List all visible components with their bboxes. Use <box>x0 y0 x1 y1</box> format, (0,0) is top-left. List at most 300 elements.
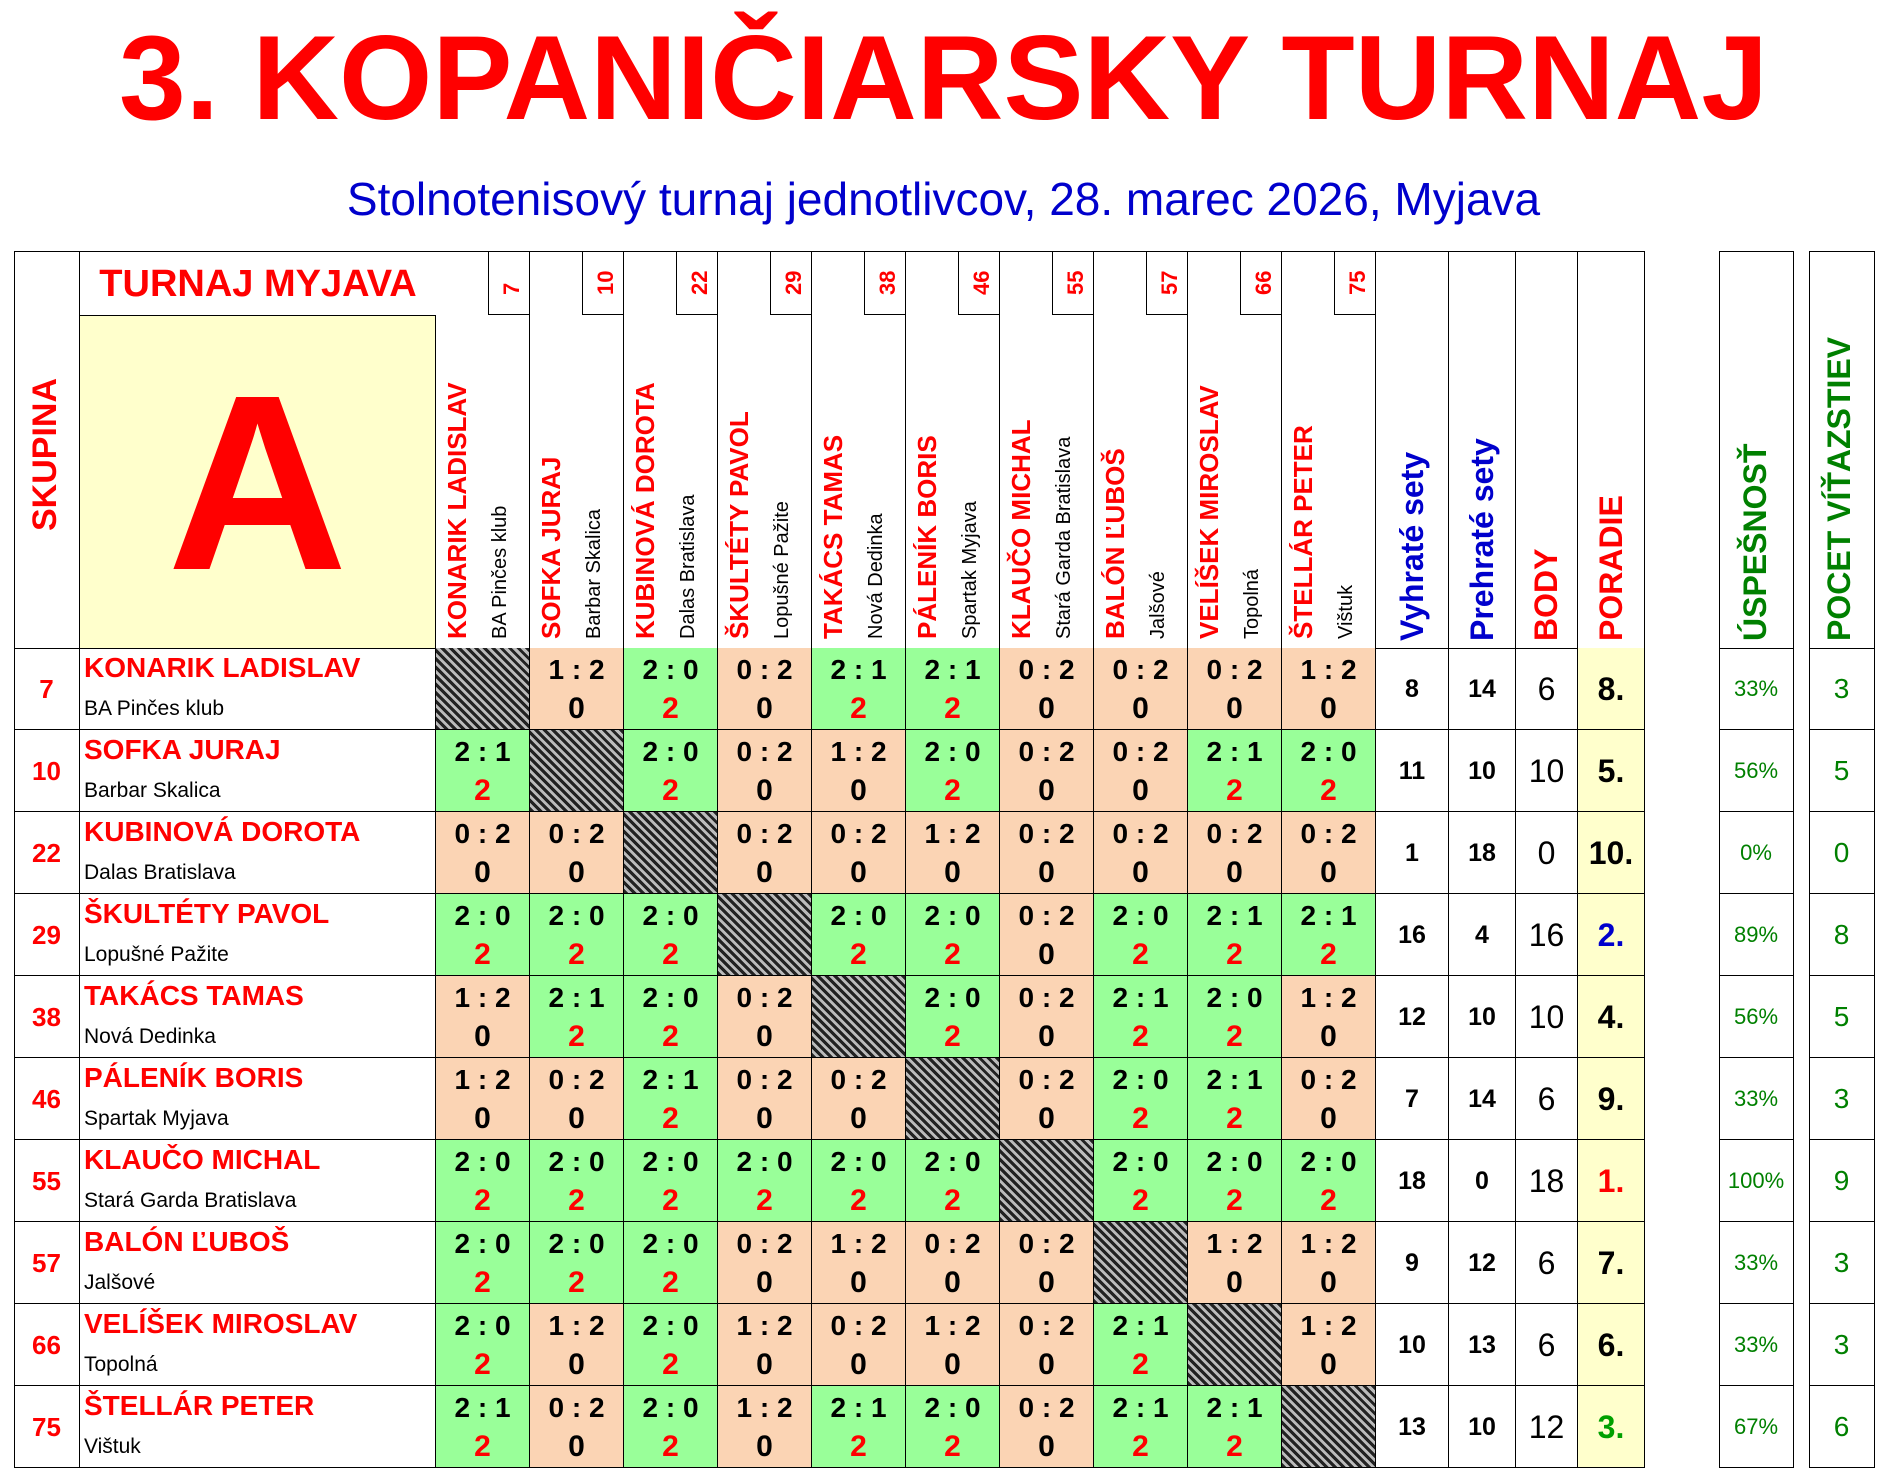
match-points: 0 <box>1038 1102 1055 1135</box>
match-points: 0 <box>944 1348 961 1381</box>
header-body <box>1516 251 1578 648</box>
match-cell <box>1282 1304 1376 1386</box>
column-player-club: Spartak Myjava <box>959 501 981 639</box>
match-points: 2 <box>568 938 585 971</box>
match-cell <box>812 730 906 812</box>
match-points: 0 <box>756 1348 773 1381</box>
header-vyhrate <box>1376 251 1449 648</box>
match-cell <box>1188 648 1282 730</box>
match-cell <box>906 812 1000 894</box>
match-cell <box>1282 648 1376 730</box>
self-match-cell <box>624 812 718 894</box>
match-cell <box>812 1058 906 1140</box>
header-body-label: BODY <box>1528 548 1564 641</box>
self-match-cell <box>1282 1386 1376 1468</box>
stat-prehrate: 12 <box>1449 1222 1516 1304</box>
match-points: 2 <box>662 1184 679 1217</box>
column-player-club: Dalas Bratislava <box>677 494 699 639</box>
skupina-header <box>14 251 80 648</box>
match-cell <box>1094 1058 1188 1140</box>
player-club: Vištuk <box>84 1435 141 1458</box>
column-player-club: Jalšové <box>1147 571 1169 639</box>
match-points: 0 <box>756 692 773 725</box>
column-number: 57 <box>1157 270 1182 295</box>
match-cell <box>1000 1304 1094 1386</box>
match-cell <box>1094 730 1188 812</box>
table-row <box>0 730 1887 812</box>
match-points: 0 <box>1320 856 1337 889</box>
header-prehrate <box>1449 251 1516 648</box>
success-rate: 33% <box>1719 1304 1794 1386</box>
stat-prehrate: 10 <box>1449 730 1516 812</box>
match-cell <box>1282 1222 1376 1304</box>
player-club: Dalas Bratislava <box>84 861 236 884</box>
match-cell <box>1000 1222 1094 1304</box>
stat-prehrate: 18 <box>1449 812 1516 894</box>
match-points: 0 <box>1038 1020 1055 1053</box>
match-points: 2 <box>474 1266 491 1299</box>
header-prehrate-label: Prehraté sety <box>1464 438 1500 641</box>
match-cell <box>718 1140 812 1222</box>
match-score: 0 : 2 <box>1112 736 1169 767</box>
match-score: 2 : 0 <box>642 654 699 685</box>
match-cell <box>1188 812 1282 894</box>
match-score: 2 : 1 <box>1112 1392 1169 1423</box>
match-points: 0 <box>1226 1266 1243 1299</box>
stat-poradie: 5. <box>1578 730 1645 812</box>
column-player-club: Nová Dedinka <box>865 513 887 639</box>
match-points: 2 <box>1226 1102 1243 1135</box>
match-points: 0 <box>1038 1348 1055 1381</box>
match-points: 2 <box>1226 1430 1243 1463</box>
self-match-cell <box>436 648 530 730</box>
match-cell <box>906 1386 1000 1468</box>
match-points: 0 <box>568 1430 585 1463</box>
match-score: 2 : 0 <box>642 1392 699 1423</box>
column-number-box <box>488 251 530 315</box>
table-row <box>0 1386 1887 1468</box>
match-points: 2 <box>850 1430 867 1463</box>
match-score: 0 : 2 <box>1300 818 1357 849</box>
match-score: 1 : 2 <box>736 1310 793 1341</box>
stat-vyhrate: 9 <box>1376 1222 1449 1304</box>
match-score: 0 : 2 <box>1112 818 1169 849</box>
group-letter-box: A <box>80 315 436 648</box>
match-score: 2 : 0 <box>1206 1146 1263 1177</box>
match-cell <box>436 1140 530 1222</box>
match-points: 2 <box>662 1348 679 1381</box>
match-cell <box>436 1058 530 1140</box>
player-cell <box>80 730 436 812</box>
match-score: 2 : 1 <box>830 1392 887 1423</box>
stat-vyhrate: 1 <box>1376 812 1449 894</box>
match-cell <box>1188 1222 1282 1304</box>
match-points: 0 <box>850 856 867 889</box>
match-points: 2 <box>568 1266 585 1299</box>
match-cell <box>718 976 812 1058</box>
match-score: 0 : 2 <box>454 818 511 849</box>
match-score: 1 : 2 <box>1300 1228 1357 1259</box>
column-number-box <box>676 251 718 315</box>
match-cell <box>1188 1058 1282 1140</box>
match-points: 2 <box>662 938 679 971</box>
win-count: 3 <box>1809 1222 1875 1304</box>
match-points: 0 <box>1038 938 1055 971</box>
match-score: 0 : 2 <box>1018 654 1075 685</box>
player-club: Spartak Myjava <box>84 1107 229 1130</box>
player-cell <box>80 1304 436 1386</box>
match-cell <box>624 730 718 812</box>
stat-prehrate: 10 <box>1449 976 1516 1058</box>
success-rate: 56% <box>1719 976 1794 1058</box>
match-cell <box>530 1140 624 1222</box>
table-row <box>0 1222 1887 1304</box>
stat-vyhrate: 10 <box>1376 1304 1449 1386</box>
stat-poradie: 4. <box>1578 976 1645 1058</box>
match-score: 2 : 0 <box>642 1310 699 1341</box>
player-number: 57 <box>14 1222 80 1304</box>
player-cell <box>80 1140 436 1222</box>
stat-body: 6 <box>1516 1222 1578 1304</box>
column-header-10 <box>530 251 624 648</box>
match-cell <box>530 1386 624 1468</box>
page-subtitle: Stolnotenisový turnaj jednotlivcov, 28. marec 2026, Myjava <box>346 173 1541 225</box>
match-score: 0 : 2 <box>548 1064 605 1095</box>
match-score: 0 : 2 <box>736 654 793 685</box>
match-score: 2 : 0 <box>1206 982 1263 1013</box>
player-name: KONARIK LADISLAV <box>84 652 361 683</box>
match-cell <box>1000 894 1094 976</box>
match-points: 2 <box>662 1430 679 1463</box>
success-rate: 33% <box>1719 648 1794 730</box>
match-points: 0 <box>756 1020 773 1053</box>
match-score: 2 : 0 <box>1112 1146 1169 1177</box>
column-player-name: ŠTELLÁR PETER <box>1288 425 1318 639</box>
match-score: 1 : 2 <box>1300 1310 1357 1341</box>
match-cell <box>718 1304 812 1386</box>
table-row <box>0 812 1887 894</box>
match-points: 0 <box>474 1020 491 1053</box>
match-points: 0 <box>474 856 491 889</box>
column-player-name: BALÓN ĽUBOŠ <box>1100 448 1130 639</box>
match-cell <box>436 1222 530 1304</box>
win-count: 3 <box>1809 1058 1875 1140</box>
stat-vyhrate: 8 <box>1376 648 1449 730</box>
self-match-cell <box>1094 1222 1188 1304</box>
match-cell <box>718 812 812 894</box>
match-points: 2 <box>474 1430 491 1463</box>
match-cell <box>1094 1140 1188 1222</box>
match-score: 0 : 2 <box>1018 818 1075 849</box>
match-score: 1 : 2 <box>924 1310 981 1341</box>
column-player-name: PÁLENÍK BORIS <box>912 435 942 639</box>
match-points: 0 <box>1226 692 1243 725</box>
column-number-box <box>1052 251 1094 315</box>
win-count: 5 <box>1809 730 1875 812</box>
table-row <box>0 1140 1887 1222</box>
match-score: 0 : 2 <box>1018 736 1075 767</box>
stat-vyhrate: 12 <box>1376 976 1449 1058</box>
stat-prehrate: 13 <box>1449 1304 1516 1386</box>
stat-prehrate: 0 <box>1449 1140 1516 1222</box>
match-cell <box>906 1140 1000 1222</box>
stat-body: 12 <box>1516 1386 1578 1468</box>
match-cell <box>1282 976 1376 1058</box>
match-cell <box>624 1386 718 1468</box>
match-cell <box>624 894 718 976</box>
match-score: 2 : 0 <box>454 1228 511 1259</box>
match-cell <box>812 812 906 894</box>
win-count: 8 <box>1809 894 1875 976</box>
match-cell <box>1000 812 1094 894</box>
match-score: 2 : 0 <box>642 982 699 1013</box>
column-number-box <box>582 251 624 315</box>
header-vyhrate-label: Vyhraté sety <box>1394 451 1430 641</box>
match-cell <box>906 894 1000 976</box>
match-cell <box>1000 976 1094 1058</box>
match-cell <box>718 1058 812 1140</box>
column-header-55 <box>1000 251 1094 648</box>
match-cell <box>1282 1140 1376 1222</box>
match-cell <box>906 648 1000 730</box>
success-rate: 100% <box>1719 1140 1794 1222</box>
match-points: 0 <box>850 1102 867 1135</box>
match-cell <box>530 1058 624 1140</box>
match-cell <box>1282 812 1376 894</box>
column-number: 38 <box>875 270 900 295</box>
column-player-name: VELÍŠEK MIROSLAV <box>1194 385 1224 639</box>
match-points: 2 <box>1132 1102 1149 1135</box>
match-score: 2 : 1 <box>454 1392 511 1423</box>
match-points: 2 <box>1226 774 1243 807</box>
match-cell <box>906 976 1000 1058</box>
match-score: 1 : 2 <box>454 982 511 1013</box>
match-cell <box>530 812 624 894</box>
match-points: 0 <box>850 1348 867 1381</box>
column-player-name: TAKÁCS TAMAS <box>818 434 848 639</box>
match-cell <box>718 1222 812 1304</box>
match-score: 0 : 2 <box>736 982 793 1013</box>
header-pocet-label: POCET VÍŤAZSTIEV <box>1821 336 1857 641</box>
success-rate: 33% <box>1719 1058 1794 1140</box>
match-cell <box>436 730 530 812</box>
column-header-46 <box>906 251 1000 648</box>
column-header-66 <box>1188 251 1282 648</box>
match-points: 2 <box>850 692 867 725</box>
match-score: 0 : 2 <box>1112 654 1169 685</box>
match-points: 0 <box>474 1102 491 1135</box>
match-points: 0 <box>1038 856 1055 889</box>
match-cell <box>1188 730 1282 812</box>
player-number: 66 <box>14 1304 80 1386</box>
match-score: 2 : 0 <box>548 1146 605 1177</box>
match-score: 0 : 2 <box>1018 1064 1075 1095</box>
match-cell <box>1000 648 1094 730</box>
match-points: 2 <box>944 938 961 971</box>
match-score: 0 : 2 <box>736 736 793 767</box>
match-cell <box>1188 1140 1282 1222</box>
match-cell <box>436 1304 530 1386</box>
player-name: BALÓN ĽUBOŠ <box>84 1226 290 1257</box>
match-score: 1 : 2 <box>548 654 605 685</box>
stat-prehrate: 14 <box>1449 1058 1516 1140</box>
match-points: 2 <box>662 1266 679 1299</box>
match-cell <box>718 730 812 812</box>
match-points: 2 <box>474 1348 491 1381</box>
match-points: 2 <box>474 938 491 971</box>
match-score: 0 : 2 <box>1018 1228 1075 1259</box>
match-points: 0 <box>1320 1266 1337 1299</box>
column-number: 46 <box>969 270 994 295</box>
match-score: 2 : 0 <box>1300 736 1357 767</box>
match-cell <box>1000 730 1094 812</box>
match-cell <box>1282 894 1376 976</box>
match-score: 2 : 0 <box>642 1146 699 1177</box>
player-cell <box>80 1222 436 1304</box>
stat-poradie: 7. <box>1578 1222 1645 1304</box>
match-points: 2 <box>1226 1184 1243 1217</box>
stat-body: 10 <box>1516 976 1578 1058</box>
page-title: 3. KOPANIČIARSKY TURNAJ <box>118 11 1769 145</box>
stat-prehrate: 4 <box>1449 894 1516 976</box>
stat-poradie: 1. <box>1578 1140 1645 1222</box>
match-points: 2 <box>756 1184 773 1217</box>
column-player-club: Lopušné Pažite <box>771 501 793 639</box>
match-points: 2 <box>568 1020 585 1053</box>
stat-poradie: 3. <box>1578 1386 1645 1468</box>
match-cell <box>624 1222 718 1304</box>
win-count: 9 <box>1809 1140 1875 1222</box>
stat-body: 16 <box>1516 894 1578 976</box>
column-player-club: Barbar Skalica <box>583 508 605 639</box>
match-points: 0 <box>944 1266 961 1299</box>
match-points: 0 <box>756 856 773 889</box>
match-score: 2 : 0 <box>642 900 699 931</box>
match-cell <box>1094 648 1188 730</box>
match-cell <box>1188 1386 1282 1468</box>
stat-body: 6 <box>1516 648 1578 730</box>
skupina-label: SKUPINA <box>26 377 64 531</box>
success-rate: 89% <box>1719 894 1794 976</box>
match-cell <box>436 812 530 894</box>
match-points: 2 <box>944 774 961 807</box>
player-cell <box>80 894 436 976</box>
player-name: KLAUČO MICHAL <box>84 1144 321 1175</box>
match-cell <box>436 976 530 1058</box>
match-score: 2 : 0 <box>1300 1146 1357 1177</box>
match-cell <box>906 1304 1000 1386</box>
match-points: 0 <box>1320 692 1337 725</box>
match-points: 0 <box>1038 1266 1055 1299</box>
match-score: 0 : 2 <box>736 1064 793 1095</box>
column-number-box <box>958 251 1000 315</box>
match-score: 2 : 0 <box>454 900 511 931</box>
player-name: KUBINOVÁ DOROTA <box>84 816 361 847</box>
match-cell <box>530 1304 624 1386</box>
success-rate: 56% <box>1719 730 1794 812</box>
match-points: 0 <box>568 1348 585 1381</box>
column-header-75 <box>1282 251 1376 648</box>
match-score: 2 : 0 <box>642 1228 699 1259</box>
win-count: 5 <box>1809 976 1875 1058</box>
stat-poradie: 2. <box>1578 894 1645 976</box>
win-count: 6 <box>1809 1386 1875 1468</box>
match-points: 2 <box>1320 774 1337 807</box>
match-score: 1 : 2 <box>830 1228 887 1259</box>
match-score: 2 : 0 <box>924 736 981 767</box>
match-score: 2 : 1 <box>1300 900 1357 931</box>
match-points: 2 <box>944 1430 961 1463</box>
match-score: 2 : 1 <box>830 654 887 685</box>
player-cell <box>80 976 436 1058</box>
tournament-name: TURNAJ MYJAVA <box>99 263 417 305</box>
match-points: 2 <box>1132 1430 1149 1463</box>
match-cell <box>1188 976 1282 1058</box>
player-number: 7 <box>14 648 80 730</box>
win-count: 3 <box>1809 648 1875 730</box>
match-score: 0 : 2 <box>736 1228 793 1259</box>
player-club: Jalšové <box>84 1271 156 1294</box>
match-score: 2 : 1 <box>1206 736 1263 767</box>
match-score: 2 : 0 <box>548 900 605 931</box>
match-cell <box>1094 976 1188 1058</box>
match-points: 0 <box>568 692 585 725</box>
match-cell <box>530 894 624 976</box>
player-number: 29 <box>14 894 80 976</box>
match-cell <box>812 648 906 730</box>
match-cell <box>436 1386 530 1468</box>
match-points: 2 <box>662 774 679 807</box>
column-header-7 <box>436 251 530 648</box>
self-match-cell <box>530 730 624 812</box>
match-points: 0 <box>756 774 773 807</box>
column-player-name: ŠKULTÉTY PAVOL <box>724 411 754 639</box>
match-score: 1 : 2 <box>830 736 887 767</box>
match-score: 1 : 2 <box>736 1392 793 1423</box>
match-score: 1 : 2 <box>1206 1228 1263 1259</box>
player-name: ŠTELLÁR PETER <box>84 1390 315 1421</box>
match-points: 0 <box>1038 774 1055 807</box>
match-score: 0 : 2 <box>830 1310 887 1341</box>
stat-prehrate: 10 <box>1449 1386 1516 1468</box>
match-points: 0 <box>756 1102 773 1135</box>
player-name: PÁLENÍK BORIS <box>84 1062 304 1093</box>
column-player-name: SOFKA JURAJ <box>536 456 566 639</box>
match-points: 2 <box>944 692 961 725</box>
success-rate: 67% <box>1719 1386 1794 1468</box>
self-match-cell <box>906 1058 1000 1140</box>
player-cell <box>80 1058 436 1140</box>
player-club: Lopušné Pažite <box>84 943 229 966</box>
column-number-box <box>770 251 812 315</box>
player-club: Stará Garda Bratislava <box>84 1189 297 1212</box>
column-player-club: BA Pinčes klub <box>489 505 511 639</box>
match-points: 0 <box>1132 856 1149 889</box>
stat-vyhrate: 16 <box>1376 894 1449 976</box>
match-points: 0 <box>568 1102 585 1135</box>
match-score: 2 : 1 <box>454 736 511 767</box>
match-score: 2 : 1 <box>642 1064 699 1095</box>
match-points: 2 <box>1132 1020 1149 1053</box>
match-points: 0 <box>1132 774 1149 807</box>
match-cell <box>1282 730 1376 812</box>
match-score: 0 : 2 <box>548 818 605 849</box>
player-name: SOFKA JURAJ <box>84 734 281 765</box>
stat-body: 10 <box>1516 730 1578 812</box>
stat-poradie: 8. <box>1578 648 1645 730</box>
match-score: 2 : 1 <box>1206 1392 1263 1423</box>
match-score: 0 : 2 <box>1206 654 1263 685</box>
